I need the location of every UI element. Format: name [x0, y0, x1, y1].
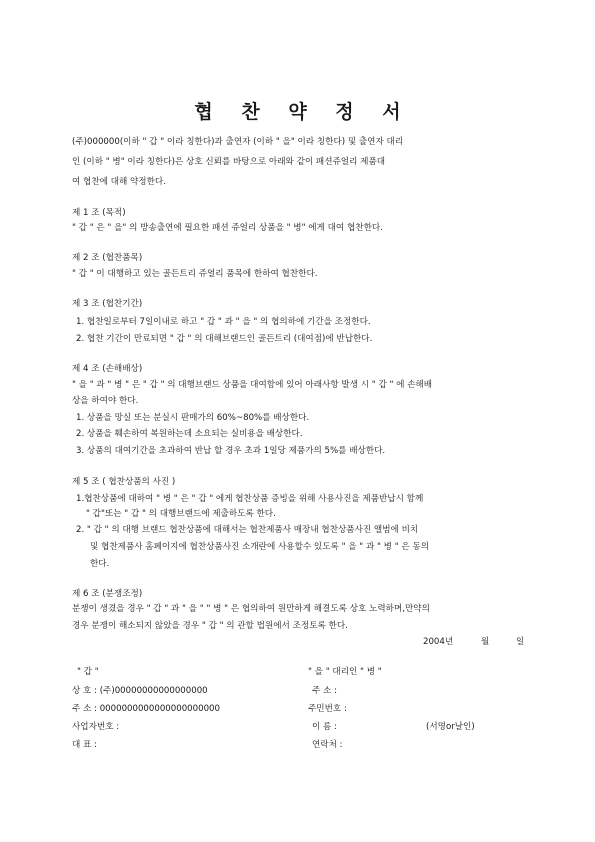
article-5-line: 1.협찬상품에 대하여 " 병 " 은 " 갑 " 에게 협찬상품 증빙을 위해 사용사진을 제품반납시 함께: [76, 494, 424, 504]
party-a-biz-number: 사업자번호 :: [72, 722, 120, 732]
article-2-line: " 갑 " 이 대행하고 있는 골든트리 쥬얼리 품목에 한하여 협찬한다.: [72, 269, 318, 279]
date-year: 2004년: [423, 637, 454, 647]
article-6-line: 경우 분쟁이 해소되지 않았을 경우 " 갑 " 의 관할 법원에서 조정토록 한다.: [72, 621, 348, 631]
party-a-representative: 대 표 :: [72, 740, 97, 750]
intro-line: 인 (이하 " 병" 이라 칭한다)은 상호 신뢰를 바탕으로 아래와 같이 패션쥬얼리 제품대: [72, 157, 386, 167]
party-a-company: 상 호 : (주)00000000000000000: [72, 686, 208, 696]
article-3-heading: 제 3 조 (협찬기간): [72, 299, 143, 309]
article-4-line: " 을 " 과 " 병 " 은 " 갑 " 의 대행브랜드 상품을 대여함에 있어 아래사항 발생 시 " 갑 " 에 손해배: [72, 380, 433, 390]
party-b-name: 이 름 :: [312, 722, 337, 732]
article-4-line: 상을 하여야 한다.: [72, 396, 139, 406]
article-1-line: " 갑 " 은 " 을" 의 방송출연에 필요한 패션 쥬얼리 상품을 " 병" 에게 대여 협찬한다.: [72, 223, 383, 233]
article-6-line: 분쟁이 생겼을 경우 " 갑 " 과 " 을 " " 병 " 은 협의하여 원만하게 해결도록 상호 노력하며,만약의: [72, 604, 430, 614]
date-month: 월: [481, 637, 490, 647]
article-4-line: 3. 상품의 대여기간을 초과하여 반납 할 경우 초과 1일당 제품가의 5%를 배상한다.: [76, 446, 386, 456]
date-day: 일: [516, 637, 525, 647]
party-b-address: 주 소 :: [312, 686, 337, 696]
article-2-heading: 제 2 조 (협찬품목): [72, 253, 143, 263]
party-a-address: 주 소 : 0000000000000000000000: [72, 704, 220, 714]
article-5-line: 및 협찬제품사 홈페이지에 협찬상품사진 소개란에 사용할수 있도록 " 을 " 과 " 병 " 은 동의: [90, 542, 430, 552]
party-a-header: " 갑 ": [77, 667, 99, 677]
article-4-line: 2. 상품을 훼손하여 복원하는데 소요되는 실비용을 배상한다.: [76, 429, 303, 439]
party-b-contact: 연락처 :: [312, 740, 343, 750]
article-6-heading: 제 6 조 (분쟁조정): [72, 589, 143, 599]
article-3-line: 2. 협찬 기간이 만료되면 " 갑 " 의 대해브랜드인 골든트리 (대여점)에 반납한다.: [76, 334, 373, 344]
party-b-header: " 을 " 대리인 " 병 ": [308, 667, 382, 677]
article-5-line: 2. " 갑 " 의 대행 브랜드 협찬상품에 대해서는 협찬제품사 매장내 협찬상품사진 앨범에 비치: [76, 525, 419, 535]
document-title: 협 찬 약 정 서: [194, 101, 412, 123]
article-4-heading: 제 4 조 (손해배상): [72, 364, 143, 374]
article-5-line: 한다.: [90, 559, 110, 569]
article-4-line: 1. 상품을 망실 또는 분실시 판매가의 60%~80%를 배상한다.: [76, 413, 310, 423]
intro-line: 여 협찬에 대해 약정한다.: [72, 177, 166, 187]
intro-line: (주)000000(이하 " 갑 " 이라 칭한다)과 출연자 (이하 " 을" 이라 칭한다) 및 출연자 대리: [72, 137, 404, 147]
article-1-heading: 제 1 조 (목적): [72, 208, 126, 218]
article-3-line: 1. 협찬일로부터 7일이내로 하고 " 갑 " 과 " 을 " 의 협의하에 기간을 조정한다.: [76, 317, 371, 327]
article-5-heading: 제 5 조 ( 협찬상품의 사진 ): [72, 477, 176, 487]
party-b-id-number: 주민번호 :: [308, 704, 347, 714]
article-5-line: " 갑"또는 " 갑 " 의 대행브랜드에 제출하도록 한다.: [86, 509, 276, 519]
seal-note: (서명or날인): [426, 722, 475, 732]
